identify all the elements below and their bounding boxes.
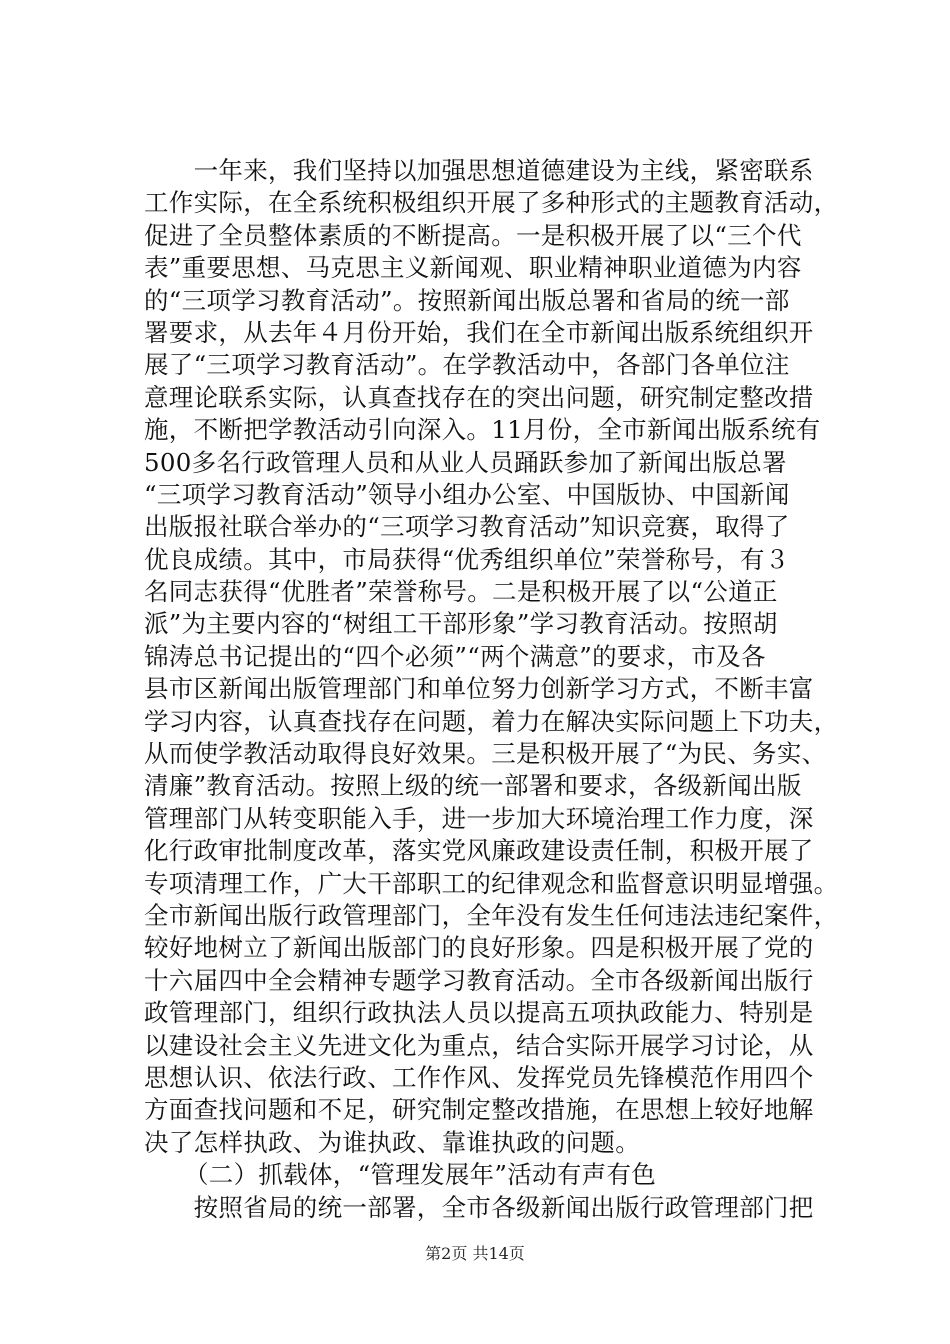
text-line: 以建设社会主义先进文化为重点，结合实际开展学习讨论，从 xyxy=(144,1030,814,1060)
text-line: “三项学习教育活动”领导小组办公室、中国版协、中国新闻 xyxy=(144,479,790,509)
text-line: 政管理部门，组织行政执法人员以提高五项执政能力、特别是 xyxy=(144,998,814,1028)
text-line: 较好地树立了新闻出版部门的良好形象。四是积极开展了党的 xyxy=(144,933,814,963)
text-line: 全市新闻出版行政管理部门，全年没有发生任何违法违纪案件， xyxy=(144,900,839,930)
text-line: 化行政审批制度改革，落实党风廉政建设责任制，积极开展了 xyxy=(144,836,814,866)
text-line: 派”为主要内容的“树组工干部形象”学习教育活动。按照胡 xyxy=(144,609,778,639)
page-footer: 第2页 共14页 xyxy=(425,1244,525,1263)
text-line: 管理部门从转变职能入手，进一步加大环境治理工作力度，深 xyxy=(144,803,814,833)
text-line: 思想认识、依法行政、工作作风、发挥党员先锋模范作用四个 xyxy=(144,1062,814,1092)
text-line: 名同志获得“优胜者”荣誉称号。二是积极开展了以“公道正 xyxy=(144,577,778,607)
text-line: 专项清理工作，广大干部职工的纪律观念和监督意识明显增强。 xyxy=(144,868,839,898)
text-line: 署要求，从去年４月份开始，我们在全市新闻出版系统组织开 xyxy=(144,317,814,347)
text-line: 决了怎样执政、为谁执政、靠谁执政的问题。 xyxy=(144,1127,640,1157)
document-body xyxy=(144,155,839,1224)
text-line: 一年来，我们坚持以加强思想道德建设为主线，紧密联系 xyxy=(144,156,814,185)
text-line: 方面查找问题和不足，研究制定整改措施，在思想上较好地解 xyxy=(144,1095,814,1125)
text-line: 施，不断把学教活动引向深入。11月份，全市新闻出版系统有 xyxy=(144,415,821,445)
text-line: 工作实际，在全系统积极组织开展了多种形式的主题教育活动， xyxy=(144,188,839,218)
section-heading: （二）抓载体，“管理发展年”活动有声有色 xyxy=(184,1160,657,1190)
text-line: 优良成绩。其中，市局获得“优秀组织单位”荣誉称号，有３ xyxy=(144,544,790,574)
text-line: 十六届四中全会精神专题学习教育活动。全市各级新闻出版行 xyxy=(144,965,814,995)
text-line: 县市区新闻出版管理部门和单位努力创新学习方式，不断丰富 xyxy=(144,674,814,704)
text-line: 意理论联系实际，认真查找存在的突出问题，研究制定整改措 xyxy=(144,382,814,412)
text-line: 出版报社联合举办的“三项学习教育活动”知识竞赛，取得了 xyxy=(144,512,790,542)
text-line: 表”重要思想、马克思主义新闻观、职业精神职业道德为内容 xyxy=(144,253,802,283)
text-line: 学习内容，认真查找存在问题，着力在解决实际问题上下功夫， xyxy=(144,706,839,736)
text-line: 锦涛总书记提出的“四个必须”“两个满意”的要求，市及各 xyxy=(144,641,766,671)
text-line: 促进了全员整体素质的不断提高。一是积极开展了以“三个代 xyxy=(144,220,802,250)
text-line: 展了“三项学习教育活动”。在学教活动中，各部门各单位注 xyxy=(144,350,790,380)
text-line: 的“三项学习教育活动”。按照新闻出版总署和省局的统一部 xyxy=(144,285,790,315)
text-line: 从而使学教活动取得良好效果。三是积极开展了“为民、务实、 xyxy=(144,739,827,769)
text-line: 清廉”教育活动。按照上级的统一部署和要求，各级新闻出版 xyxy=(144,771,802,801)
text-line: 按照省局的统一部署，全市各级新闻出版行政管理部门把 xyxy=(144,1192,814,1222)
text-line: 500多名行政管理人员和从业人员踊跃参加了新闻出版总署 xyxy=(144,447,787,477)
